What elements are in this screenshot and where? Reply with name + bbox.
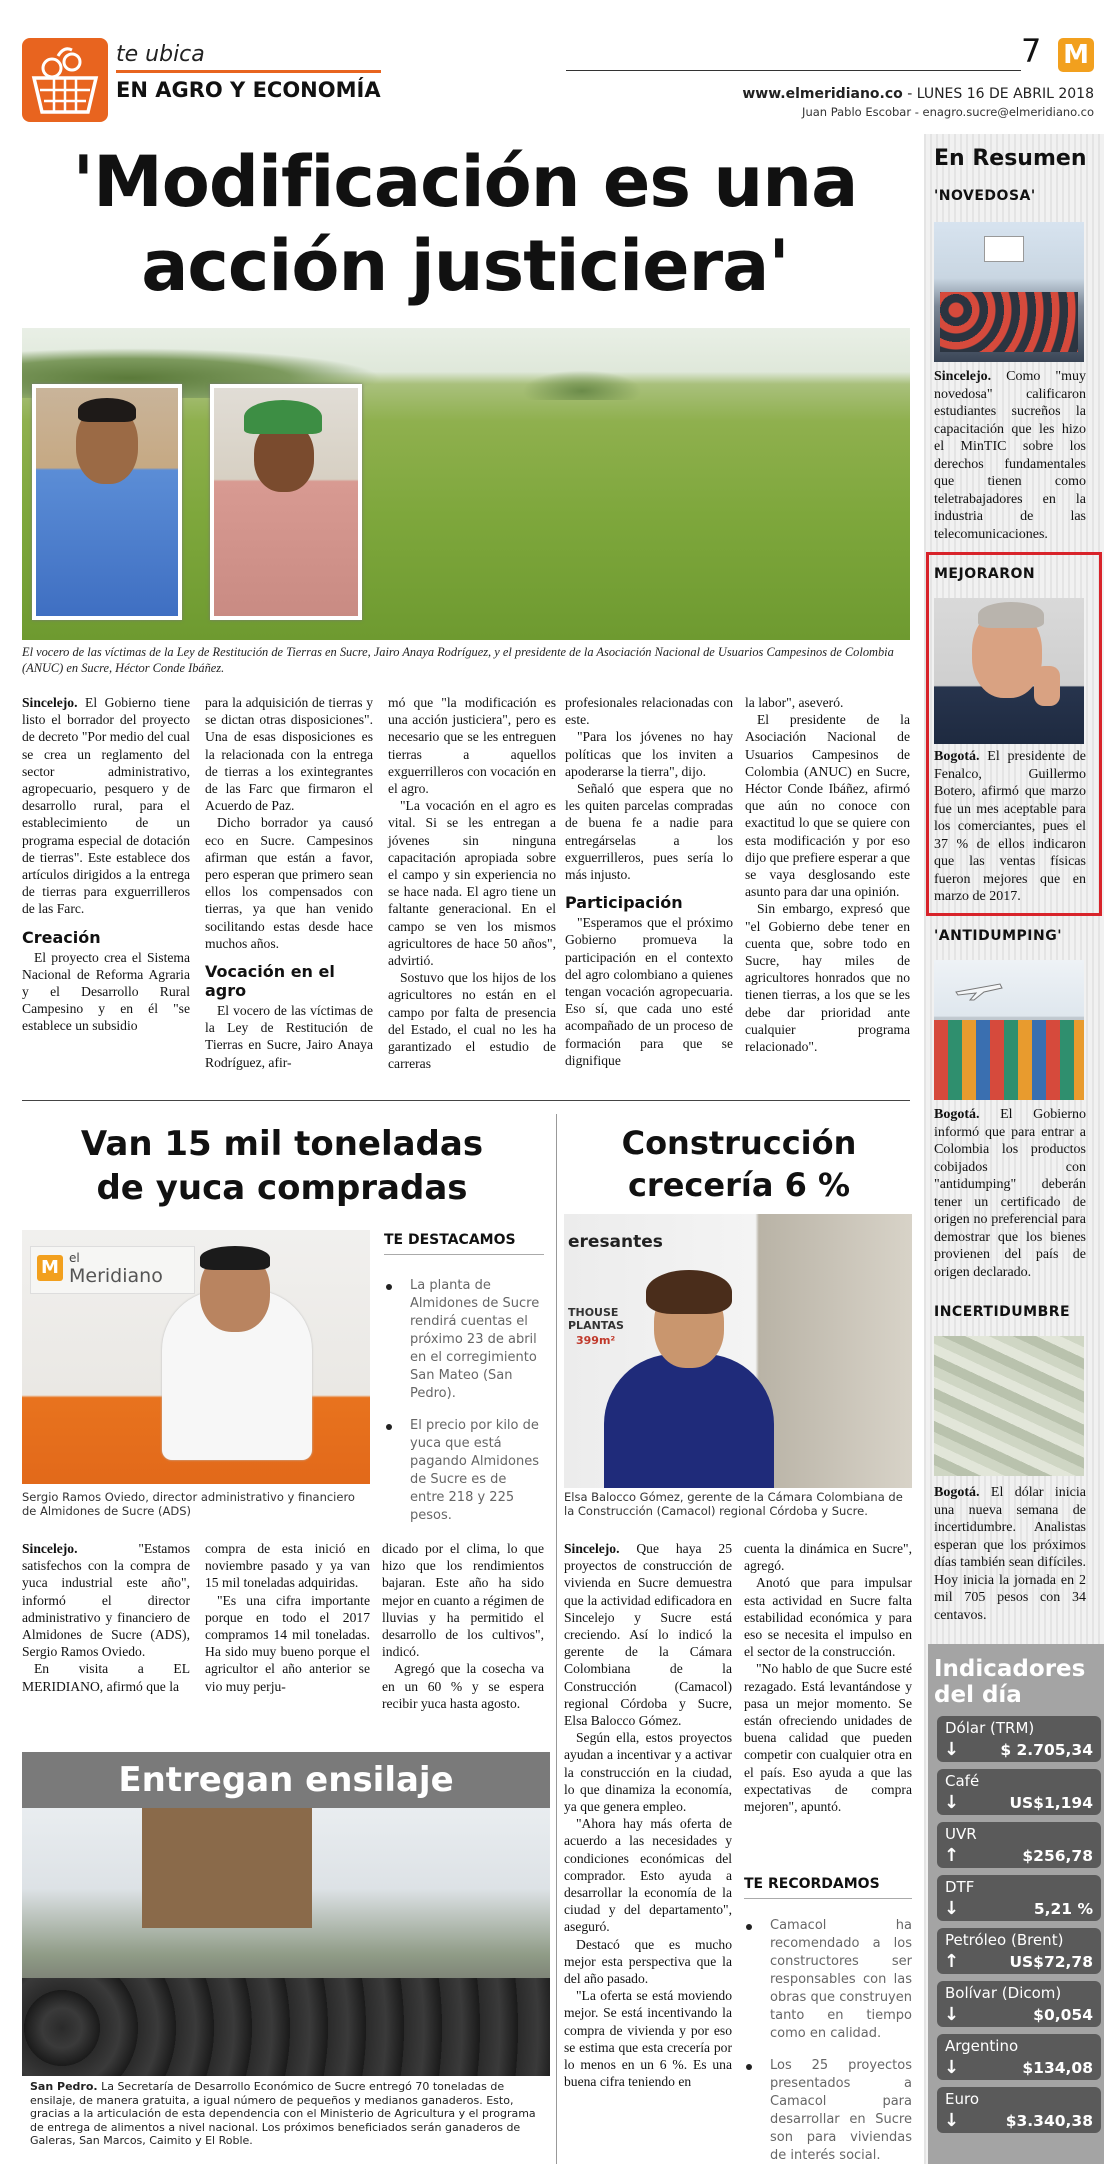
brand-letter: M (1063, 40, 1089, 70)
yuca-col2-p1: compra de esta inició en noviembre pasado y ya van 15 mil toneladas adquiridas. (205, 1541, 370, 1591)
sidebar-item-text-novedosa: Sincelejo. Como "muy novedosa" calificaron estudiantes sucreños la capacitación que les hizo el MinTIC sobre los derechos fundamentales que tienen como teletrabajadores en la industria de las telecomunicaciones. (934, 369, 1086, 542)
yuca-col1-p2: En visita a EL MERIDIANO, afirmó que la (22, 1661, 190, 1694)
main-headline-line-2: acción justiciera' (141, 225, 789, 307)
bags (22, 1978, 550, 2076)
main-col3-p3: Sostuvo que los hijos de los agricultores no están en el campo por falta de presencia del Estado, el cual no les ha garantizado el estudio de carreras (388, 970, 556, 1072)
tree-line-right (522, 370, 642, 400)
ensilaje-photo (22, 1808, 550, 2076)
portrait-hair (78, 398, 136, 422)
ensilaje-caption-text: La Secretaría de Desarrollo Económico de Sucre entregó 70 toneladas de ensilaje, de manera gratuita, a igual número de pequeños y medianos ganaderos. Esto, gracias a la articulación de esta dependencia con el Ministerio de Agricultura y el programa de entrega de alimentos a nivel nacional. Los próximos beneficiados serán ganaderos de Galeras, San Marcos, Caimito y El Roble. (30, 2080, 536, 2148)
main-col4-p2: "Para los jóvenes no hay políticas que los inviten a apoderarse la tierra", dijo. (565, 729, 733, 779)
yuca-headline-line-2: de yuca compradas (96, 1168, 468, 1208)
indicator-name: Café (945, 1772, 980, 1790)
sidebar-photo-dollars (934, 1336, 1084, 1476)
yuca-headline-line-1: Van 15 mil toneladas (80, 1124, 484, 1164)
indicator-row (937, 1716, 1101, 1762)
construccion-box-list (744, 1917, 912, 2165)
construccion-col2-p1: cuenta la dinámica en Sucre", agregó. (744, 1541, 912, 1574)
indicator-name: Euro (945, 2090, 979, 2108)
sign-brand-name: Meridiano (69, 1265, 163, 1287)
main-col-1 (22, 694, 190, 1035)
indicator-value: $256,78 (1022, 1847, 1093, 1865)
truck-bed (142, 1808, 312, 1928)
indicator-value: $3.340,38 (1005, 2112, 1093, 2130)
indicator-name: Dólar (TRM) (945, 1719, 1035, 1737)
airplane-icon (954, 978, 1004, 1002)
indicator-row (937, 2087, 1101, 2133)
main-col-4 (565, 694, 733, 1069)
yuca-col3-p2: Agregó que la cosecha va en un 60 % y se espera recibir yuca hasta agosto. (382, 1661, 544, 1711)
sidebar-title: En Resumen (934, 146, 1087, 171)
classroom-screen (984, 236, 1024, 262)
yuca-col-1 (22, 1540, 190, 1695)
construccion-col1-p5: "La oferta se está moviendo mejor. Se está incentivando la compra de vivienda y por eso se estima que esta crecería por lo menos en un 6 %. Es una buena cifra teniendo en (564, 1988, 732, 2090)
indicator-value: 5,21 % (1033, 1900, 1093, 1918)
subhead-vocacion: Vocación en el agro (205, 962, 335, 1001)
website-link[interactable]: www.elmeridiano.co (742, 86, 903, 102)
indicator-row (937, 1822, 1101, 1868)
arrow-up-icon: ↑ (944, 1951, 960, 1972)
main-headline-line-1: 'Modificación es una (72, 141, 858, 223)
yuca-box-list (384, 1277, 544, 1525)
section-divider (22, 1100, 910, 1101)
yuca-box-item: La planta de Almidones de Sucre rendirá cuentas el próximo 23 de abril en el corregimiento San Mateo (San Pedro). (384, 1277, 544, 1403)
man-hair (200, 1246, 270, 1270)
yuca-photo-caption: Sergio Ramos Oviedo, director administrativo y financiero de Almidones de Sucre (ADS) (22, 1490, 355, 1518)
arrow-down-icon: ↓ (944, 2004, 960, 2025)
section-underline (116, 70, 381, 73)
indicators-title-1: Indicadores (934, 1656, 1086, 1682)
author-line: Juan Pablo Escobar - enagro.sucre@elmeridiano.co (802, 105, 1094, 119)
main-col3-p2: "La vocación en el agro es vital. Si se les entregan a jóvenes sin ninguna capacitación apropiada sobre el campo y sin experiencia no se hace nada. El agro tiene un faltante generacional. En el campo se ven los mismos agricultores de hace 50 años", advirtió. (388, 798, 556, 969)
indicator-row (937, 2034, 1101, 2080)
arrow-down-icon: ↓ (944, 1792, 960, 1813)
construccion-col1-p1: Sincelejo. Que haya 25 proyectos de construcción de vivienda en Sucre demuestra que la actividad edificadora en Sincelejo y Sucre está creciendo. Así lo indicó la gerente de la Cámara Colombiana de la Construcción (Camacol) regional Córdoba y Sucre, Elsa Balocco Gómez. (564, 1541, 732, 1729)
header-rule (566, 70, 1021, 71)
ensilaje-caption-lead: San Pedro. (30, 2080, 98, 2093)
arrow-down-icon: ↓ (944, 2057, 960, 2078)
portrait-hector-conde (210, 384, 362, 620)
main-col5-p2: El presidente de la Asociación Nacional de Usuarios Campesinos de Colombia (ANUC) en Sucre, Héctor Conde Ibáñez, afirmó que aún no conoce con exactitud lo que se quiere con esta modificación y por eso dijo que prefiere esperar a que se vaya desglosando este asunto para dar una opinión. (745, 712, 910, 900)
photo-sign-text-4: 399m² (576, 1334, 616, 1347)
yuca-box (384, 1232, 544, 1539)
main-col3-p1: mó que "la modificación es una acción justiciera", pero es necesario que se les entreguen tierras a aquellos exguerrilleros con vocación en el agro. (388, 695, 556, 797)
construccion-col1-p4: Destacó que es mucho mejor esta perspectiva que la del año pasado. (564, 1936, 732, 1987)
yuca-headline (22, 1122, 542, 1210)
construccion-col-2 (744, 1540, 912, 1815)
green-cap (244, 400, 322, 434)
indicator-name: UVR (945, 1825, 977, 1843)
main-col-5 (745, 694, 910, 1055)
indicator-value: US$1,194 (1009, 1794, 1093, 1812)
sign-brand-small: el (69, 1251, 80, 1265)
sidebar-item-text-mejoraron: Bogotá. El presidente de Fenalco, Guillermo Botero, afirmó que marzo fue un mes aceptable para los comerciantes, pues el 37 % de ellos indicaron que las ventas físicas fueron mejores que en marzo de 2017. (934, 749, 1086, 904)
main-col4-p1: profesionales relacionadas con este. (565, 695, 733, 728)
arrow-down-icon: ↓ (944, 2110, 960, 2131)
sidebar-item-head-antidumping: 'ANTIDUMPING' (934, 928, 1062, 944)
botero-hand (1034, 666, 1060, 706)
yuca-col1-p1: Sincelejo. "Estamos satisfechos con la compra de yuca industrial este año", informó el director administrativo y financiero de Almidones de Sucre (ADS), Sergio Ramos Oviedo. (22, 1541, 190, 1660)
construccion-headline (566, 1122, 912, 1206)
indicator-value: $134,08 (1022, 2059, 1093, 2077)
subhead-participacion: Participación (565, 893, 683, 913)
yuca-col-2 (205, 1540, 370, 1695)
sidebar-photo-containers (934, 960, 1084, 1100)
ensilaje-caption (30, 2080, 542, 2148)
basket-icon (22, 38, 108, 122)
portrait-jairo-anaya (32, 384, 182, 620)
classroom-people (940, 292, 1078, 352)
indicator-row (937, 1981, 1101, 2027)
indicator-row (937, 1769, 1101, 1815)
construccion-photo (564, 1214, 912, 1488)
main-col-2 (205, 694, 373, 1071)
photo-sign (30, 1246, 195, 1294)
sidebar-photo-guillermo-botero (934, 598, 1084, 744)
arrow-up-icon: ↑ (944, 1845, 960, 1866)
yuca-col-3 (382, 1540, 544, 1712)
main-col2-p2: Dicho borrador ya causó eco en Sucre. Campesinos afirman que están a favor, pero esperan que primero sean ellos los compensados con tierras, ya que han venido socilitando estas desde hace muchos años. (205, 815, 373, 951)
yuca-col2-p2: "Es una cifra importante porque en todo el 2017 compramos 14 mil toneladas. Ha sido muy bueno porque el agricultor el año anterior se vio muy perju- (205, 1592, 370, 1694)
indicator-value: $ 2.705,34 (1000, 1741, 1093, 1759)
indicators-title (934, 1656, 1085, 1708)
sidebar-item-head-incertidumbre: INCERTIDUMBRE (934, 1304, 1071, 1320)
main-photo-caption: El vocero de las víctimas de la Ley de Restitución de Tierras en Sucre, Jairo Anaya Rodríguez, y el presidente de la Asociación Nacional de Usuarios Campesinos de Colombia (ANUC) en Sucre, Héctor Conde Ibáñez. (22, 645, 894, 675)
woman-figure (604, 1354, 774, 1488)
construccion-box (744, 1876, 912, 2176)
construccion-headline-line-2: crecería 6 % (627, 1166, 851, 1204)
main-headline (20, 140, 910, 308)
yuca-photo (22, 1230, 370, 1484)
photo-sign-text: eresantes (568, 1232, 663, 1252)
construccion-col2-p2: Anotó que para impulsar esta actividad en Sucre falta estabilidad económica y para eso se necesita el impulso en el sector de la construcción. (744, 1575, 912, 1660)
construccion-box-title: TE RECORDAMOS (744, 1876, 912, 1899)
construccion-photo-caption: Elsa Balocco Gómez, gerente de la Cámara Colombiana de la Construcción (Camacol) regional Córdoba y Sucre. (564, 1490, 903, 1518)
main-col1-p1: Sincelejo. El Gobierno tiene listo el borrador del proyecto de decreto "Por medio del cual se crea un reglamento del sector administrativo, agropecuario, pesquero y de desarrollo rural, para el establecimiento de un programa especial de dotación de tierras". Este establece dos artículos dirigidos a la entrega de tierras para exguerrilleros de las Farc. (22, 695, 190, 917)
photo-sign-text-3: PLANTAS (568, 1319, 624, 1332)
main-col5-p1: la labor", aseveró. (745, 695, 844, 710)
page-number: 7 (1021, 32, 1042, 70)
photo-sign-text-2: THOUSE (568, 1306, 619, 1319)
indicators-title-2: del día (934, 1682, 1022, 1708)
sidebar-photo-classroom (934, 222, 1084, 362)
construccion-col1-p2: Según ella, estos proyectos ayudan a incentivar y a activar la construcción en la ciudad, lo que dinamiza la economía, ya que genera empleo. (564, 1730, 732, 1815)
yuca-col3-p1: dicado por el clima, lo que hizo que los rendimientos bajaran. Este año ha sido mejor en cuanto a régimen de lluvias y ha permitido el desarrollo de los cultivos", indicó. (382, 1541, 544, 1660)
yuca-box-item: El precio por kilo de yuca que está pagando Almidones de Sucre es de entre 218 y 225 pesos. (384, 1417, 544, 1525)
construccion-col-1 (564, 1540, 732, 2091)
main-col2-p1: para la adquisición de tierras y se dictan otras disposiciones". Una de esas disposiciones es la relacionada con la entrega de tierras a los exintegrantes de las Farc que firmaron el Acuerdo de Paz. (205, 695, 373, 814)
section-big-title: EN AGRO Y ECONOMÍA (116, 78, 381, 102)
indicator-name: Argentino (945, 2037, 1019, 2055)
main-col4-p3: Señaló que espera que no les quiten parcelas compradas de buena fe a nadie para entregárselas a los exguerrilleros, pues sería lo más injusto. (565, 781, 733, 883)
construccion-col1-p3: "Ahora hay más oferta de acuerdo a las necesidades y condiciones económicas del comprador. Esto ayuda a desarrollar la economía de la ciudad y del departamento", aseguró. (564, 1816, 732, 1935)
botero-hair (978, 602, 1044, 628)
date-text: - LUNES 16 DE ABRIL 2018 (902, 86, 1094, 102)
sidebar-item-text-antidumping: Bogotá. El Gobierno informó que para entrar a Colombia los productos cobijados con "antidumping" deberán tener un certificado de origen no preferencial para demostrar que los bienes provienen del país de origen declarado. (934, 1107, 1086, 1280)
construccion-headline-line-1: Construcción (621, 1124, 857, 1162)
indicator-name: DTF (945, 1878, 975, 1896)
indicator-row (937, 1928, 1101, 1974)
main-col1-p2: El proyecto crea el Sistema Nacional de Reforma Agraria y el Desarrollo Rural Campesino y en él "se establece un subsidio (22, 949, 190, 1034)
section-small-title: te ubica (116, 42, 205, 67)
arrow-down-icon: ↓ (944, 1898, 960, 1919)
main-col5-p3: Sin embargo, expresó que "el Gobierno debe tener en cuenta que, sobre todo en Sucre, hay miles de agricultores honrados que no tienen tierras, a los que se les debe dar prioridad ante cualquier programa relacionado". (745, 901, 910, 1055)
yuca-box-title: TE DESTACAMOS (384, 1232, 544, 1255)
arrow-down-icon: ↓ (944, 1739, 960, 1760)
indicator-value: US$72,78 (1009, 1953, 1093, 1971)
main-col-3 (388, 694, 556, 1072)
brand-logo (1058, 38, 1094, 72)
containers (934, 1020, 1084, 1100)
construccion-col2-p3: "No hablo de que Sucre esté rezagado. Está levantándose y pasa un mejor momento. Se están ofreciendo unidades de buena calidad que pueden competir con cualquier otra en el país. Eso ayuda a que las expectativas de compra mejoren", apuntó. (744, 1661, 912, 1815)
sidebar-item-head-mejoraron: MEJORARON (934, 566, 1036, 582)
construccion-box-item: Los 25 proyectos presentados a Camacol para desarrollar en Sucre son para viviendas de interés social. (744, 2057, 912, 2165)
sign-logo: M (37, 1255, 63, 1281)
section-logo (22, 38, 108, 122)
woman-hair (646, 1270, 732, 1314)
indicator-row (937, 1875, 1101, 1921)
construccion-box-item: Camacol ha recomendado a los constructores ser responsables con las obras que construyen tanto en tiempo como en calidad. (744, 1917, 912, 2043)
ensilaje-banner: Entregan ensilaje (22, 1752, 550, 1808)
sidebar-item-text-incertidumbre: Bogotá. El dólar inicia una nueva semana de incertidumbre. Analistas esperan que los próximos días también sean difíciles. Hoy inicia la jornada en 2 mil 705 pesos con 34 centavos. (934, 1485, 1086, 1623)
main-col2-p3: El vocero de las víctimas de la Ley de Restitución de Tierras en Sucre, Jairo Anaya Rodríguez, afir- (205, 1003, 373, 1070)
date-line (742, 86, 1094, 102)
sidebar-item-head-novedosa: 'NOVEDOSA' (934, 188, 1036, 204)
subhead-creacion: Creación (22, 927, 101, 947)
indicator-value: $0,054 (1033, 2006, 1093, 2024)
indicator-name: Bolívar (Dicom) (945, 1984, 1062, 2002)
column-divider (556, 1114, 557, 2164)
indicator-name: Petróleo (Brent) (945, 1931, 1064, 1949)
main-col4-p4: "Esperamos que el próximo Gobierno promueva la participación en el contexto del agro colombiano a quienes tengan vocación agropecuaria. Eso sí, que cada uno esté acompañado de un proceso de formación para que se dignifique (565, 915, 733, 1068)
